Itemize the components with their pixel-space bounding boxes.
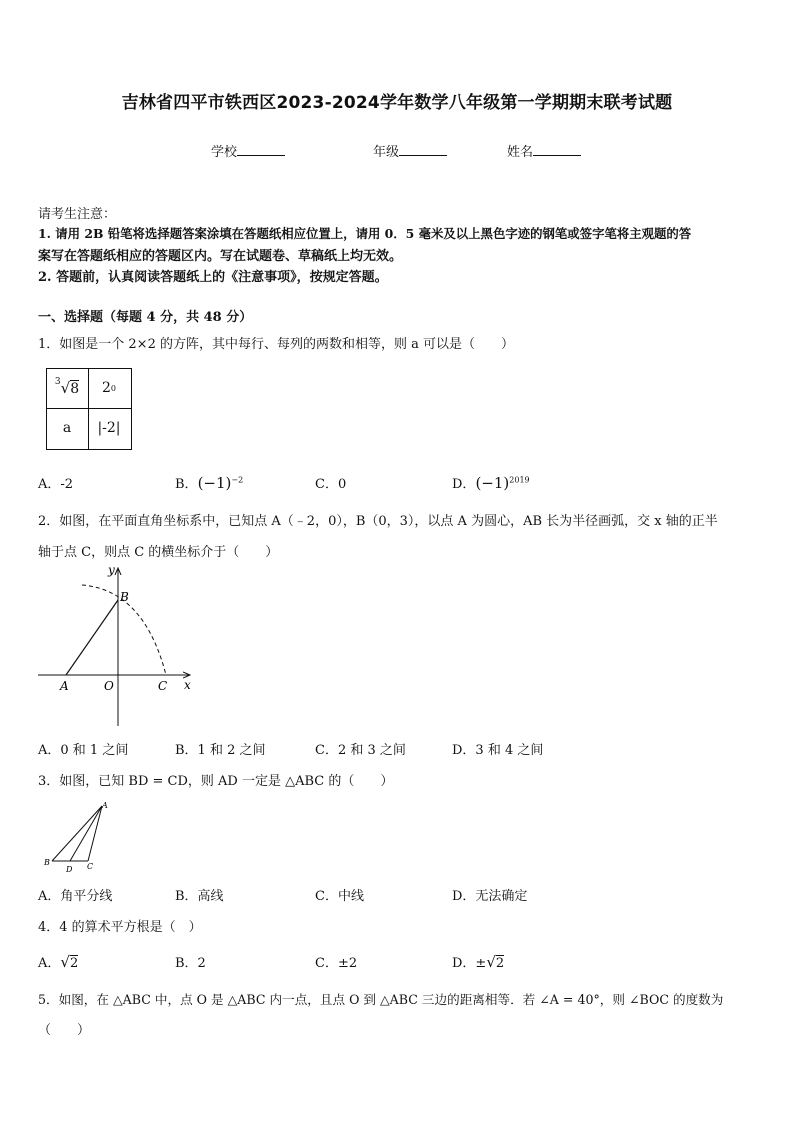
q2-stem-line-1: 2．如图，在平面直角坐标系中，已知点 A（﹣2，0），B（0，3），以点 A 为圆心，AB 长为半径画弧，交 x 轴的正半: [38, 514, 718, 529]
cube-root-index: 3: [54, 377, 61, 387]
label-c: C: [158, 679, 168, 693]
q4-stem: 4．4 的算术平方根是（ ）: [38, 920, 202, 935]
q5-stem-line-2: （ ）: [38, 1023, 91, 1038]
label-d: D: [66, 865, 73, 874]
label-a: A: [102, 801, 108, 810]
notice-item-2: 2. 答题前，认真阅读答题纸上的《注意事项》，按规定答题。: [38, 270, 388, 285]
name-field: [507, 141, 581, 160]
segment-ab: [66, 600, 118, 675]
label-a: A: [60, 679, 69, 693]
segment-ad: [70, 806, 102, 861]
label-y: y: [108, 563, 115, 577]
name-label: 姓名: [507, 145, 534, 160]
grade-field: [373, 141, 447, 160]
school-label: 学校: [211, 145, 238, 160]
name-blank: [533, 143, 581, 156]
school-field: [211, 141, 285, 160]
q3-option-a: A．角平分线: [38, 889, 113, 904]
notice-item-1-line-1: 1. 请用 2B 铅笔将选择题答案涂填在答题纸相应位置上，请用 0．5 毫米及以上黑色字迹的钢笔或签字笔将主观题的答: [38, 226, 692, 241]
power-exp: 0: [110, 383, 116, 393]
q3-option-c: C．中线: [315, 889, 364, 904]
q1-stem: 1．如图是一个 2×2 的方阵，其中每行、每列的两数和相等，则 a 可以是（ ）: [38, 337, 514, 352]
section-heading: 一、选择题（每题 4 分，共 48 分）: [38, 310, 253, 325]
q1-option-c: C．0: [315, 477, 347, 492]
school-blank: [237, 143, 285, 156]
label-b: B: [120, 590, 129, 604]
label-o: O: [104, 679, 114, 693]
q2-option-d: D．3 和 4 之间: [452, 743, 544, 758]
q2-coordinate-figure: [34, 560, 199, 730]
q3-stem: 3．如图，已知 BD = CD，则 AD 一定是 △ABC 的（ ）: [38, 774, 394, 789]
q5-stem-line-1: 5．如图，在 △ABC 中，点 O 是 △ABC 内一点，且点 O 到 △ABC 三边的距离相等．若 ∠A = 40°，则 ∠BOC 的度数为: [38, 992, 724, 1007]
q2-option-b: B．1 和 2 之间: [175, 743, 266, 758]
q1-option-b: B．$(-1)^{-2}$: [175, 474, 244, 492]
notice-item-1-line-2: 案写在答题纸相应的答题区内。写在试题卷、草稿纸上均无效。: [38, 249, 403, 264]
notice-heading: 请考生注意：: [38, 207, 117, 222]
grade-label: 年级: [373, 145, 400, 160]
q3-option-d: D．无法确定: [452, 889, 528, 904]
grid-cell-a: a: [62, 420, 72, 436]
page-title: 吉林省四平市铁西区2023-2024学年数学八年级第一学期期末联考试题: [121, 93, 673, 113]
q3-triangle-figure: [40, 798, 115, 876]
q4-option-b: B．2: [175, 956, 206, 971]
label-b: B: [44, 858, 50, 867]
q4-option-c: C．±2: [315, 956, 358, 971]
power-base: 2: [101, 380, 111, 396]
q2-option-c: C．2 和 3 之间: [315, 743, 406, 758]
grid-cell-power: [89, 369, 129, 407]
q1-option-a: A．-2: [38, 477, 74, 492]
q3-option-b: B．高线: [175, 889, 224, 904]
q1-option-d: D．$(-1)^{2019}$: [452, 474, 530, 492]
label-c: C: [87, 862, 94, 871]
grade-blank: [399, 143, 447, 156]
cube-root-radicand: 8: [70, 380, 80, 397]
q2-stem-line-2: 轴于点 C，则点 C 的横坐标介于（ ）: [38, 545, 279, 560]
grid-cell-abs: |-2|: [97, 420, 121, 436]
q2-option-a: A．0 和 1 之间: [38, 743, 129, 758]
q4-option-a: A．√2: [38, 953, 79, 971]
label-x: x: [184, 678, 191, 692]
q4-option-d: D．±√2: [452, 953, 505, 971]
q1-grid: [46, 368, 132, 450]
grid-cell-cube-root: 3 √ 8: [54, 377, 80, 397]
